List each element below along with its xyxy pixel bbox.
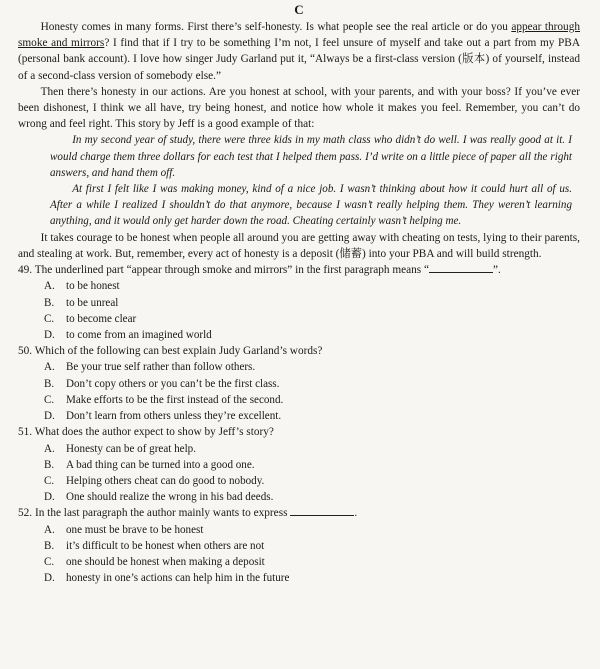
option-letter: D.	[44, 410, 55, 423]
question-stem: 51. What does the author expect to show by Jeff’s story?	[18, 426, 274, 439]
option-text: Don’t learn from others unless they’re excellent.	[66, 410, 282, 423]
option-text: Be your true self rather than follow others.	[66, 361, 256, 374]
option-letter: D.	[44, 328, 55, 341]
option-text: Honesty can be of great help.	[66, 442, 196, 455]
option-letter: B.	[44, 377, 55, 390]
question-stem	[18, 262, 580, 278]
question-50	[18, 343, 580, 424]
option-text: one should be honest when making a deposit	[66, 556, 265, 569]
option-text: Make efforts to be the first instead of the second.	[66, 393, 284, 406]
option-c[interactable]	[18, 473, 580, 489]
question-51	[18, 424, 580, 505]
passage-paragraph-2: Then there’s honesty in our actions. Are you honest at school, with your parents, and with your boss? If you’ve ever been dishonest, I think we all have, try being honest, and notice how whole it makes you feel. Remember, you can’t do wrong and feel right. This story by Jeff is a good example of that:	[18, 85, 580, 131]
p1-text-post: ? I find that if I try to be something I’m not, I feel unsure of myself and take out a part from my PBA (personal bank account). I love how singer Judy Garland put it, “Always be a first-class version (版本) of yourself, instead of a second-class version of somebody else.”	[18, 37, 580, 82]
option-a[interactable]	[18, 359, 580, 375]
option-d[interactable]	[18, 408, 580, 424]
option-letter: B.	[44, 458, 55, 471]
option-letter: C.	[44, 556, 55, 569]
stem-text: 52. In the last paragraph the author mainly wants to express	[18, 507, 291, 520]
option-letter: B.	[44, 539, 55, 552]
p1-text-pre: Honesty comes in many forms. First there’s self-honesty. Is what people see the real article or do you	[40, 21, 512, 33]
answer-blank[interactable]	[290, 505, 354, 516]
question-stem	[18, 505, 580, 521]
option-c[interactable]	[18, 392, 580, 408]
option-d[interactable]	[18, 570, 580, 586]
stem-end: .	[354, 507, 358, 520]
option-text: one must be brave to be honest	[66, 523, 204, 536]
option-text: Don’t copy others or you can’t be the first class.	[66, 377, 280, 390]
option-text: to be unreal	[66, 296, 119, 309]
underlined-phrase: appear through smoke and mirrors	[18, 21, 580, 50]
option-a[interactable]	[18, 441, 580, 457]
option-text: A bad thing can be turned into a good one.	[66, 458, 255, 471]
option-letter: A.	[44, 361, 55, 374]
stem-end: ”.	[493, 264, 501, 277]
option-letter: D.	[44, 572, 55, 585]
option-letter: B.	[44, 296, 55, 309]
option-a[interactable]	[18, 522, 580, 538]
answer-blank[interactable]	[429, 262, 493, 273]
passage-paragraph-1	[18, 19, 580, 84]
option-d[interactable]	[18, 489, 580, 505]
option-text: to come from an imagined world	[66, 328, 212, 341]
question-49	[18, 262, 580, 343]
option-b[interactable]	[18, 538, 580, 554]
question-52	[18, 505, 580, 586]
option-letter: D.	[44, 491, 55, 504]
option-b[interactable]	[18, 295, 580, 311]
option-b[interactable]	[18, 376, 580, 392]
story-paragraph-1: In my second year of study, there were three kids in my math class who didn’t do well. I was really good at it. I would charge them three dollars for each test that I helped them pass. I’d write on a little piece of paper all the right answers, and hand them off.	[50, 134, 572, 179]
option-letter: C.	[44, 474, 55, 487]
option-text: Helping others cheat can do good to nobody.	[66, 474, 265, 487]
option-letter: A.	[44, 442, 55, 455]
section-title: C	[294, 2, 304, 17]
story-paragraph-2: At first I felt like I was making money, kind of a nice job. I wasn’t thinking about how it could hurt all of us. After a while I realized I shouldn’t do that anymore, because I wasn’t really helping them. They weren’t learning anything, and it would only get harder down the road. Cheating certainly wasn’t helping me.	[50, 183, 572, 228]
passage-paragraph-3: It takes courage to be honest when people all around you are getting away with cheating on tests, lying to their parents, and stealing at work. But, remember, every act of honesty is a deposit (储蓄) into your PBA and will build strength.	[18, 231, 580, 260]
option-c[interactable]	[18, 554, 580, 570]
option-text: honesty in one’s actions can help him in the future	[66, 572, 290, 585]
option-letter: C.	[44, 393, 55, 406]
option-c[interactable]	[18, 311, 580, 327]
option-d[interactable]	[18, 327, 580, 343]
option-text: to be honest	[66, 280, 120, 293]
question-stem: 50. Which of the following can best explain Judy Garland’s words?	[18, 345, 323, 358]
option-letter: A.	[44, 523, 55, 536]
option-b[interactable]	[18, 457, 580, 473]
option-letter: A.	[44, 280, 55, 293]
stem-text: 49. The underlined part “appear through smoke and mirrors” in the first paragraph means “	[18, 264, 430, 277]
option-text: One should realize the wrong in his bad deeds.	[66, 491, 274, 504]
option-text: to become clear	[66, 312, 137, 325]
option-a[interactable]	[18, 278, 580, 294]
jeff-story	[18, 132, 580, 229]
option-letter: C.	[44, 312, 55, 325]
option-text: it’s difficult to be honest when others are not	[66, 539, 265, 552]
